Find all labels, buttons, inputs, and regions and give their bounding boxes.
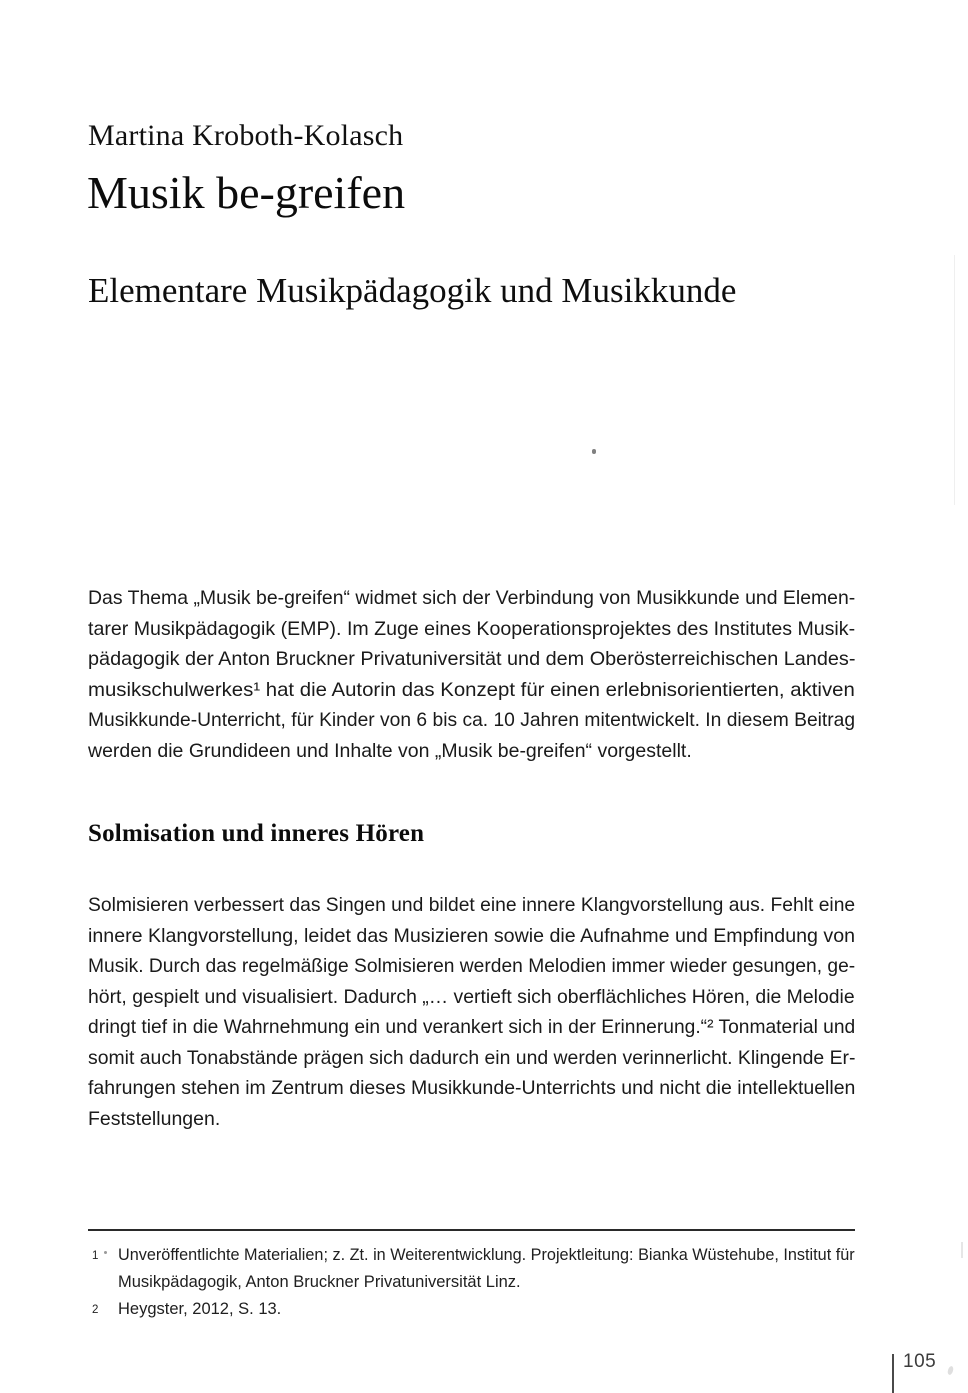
footnote-2: [88, 1296, 855, 1323]
article-title: Musik be-greifen: [87, 167, 406, 218]
footnote-line: Heygster, 2012, S. 13.: [118, 1300, 282, 1318]
scan-edge-artifact: [961, 1242, 963, 1258]
body-line: fahrungen stehen im Zentrum dieses Musikkunde-Unterrichts und nicht die intellektuellen: [88, 1077, 856, 1099]
body-line: hört, gespielt und visualisiert. Dadurch „… vertieft sich oberflächliches Hören, die Melodie: [88, 985, 855, 1008]
page-number-rule: [892, 1354, 894, 1393]
footnotes: [88, 1242, 855, 1323]
abstract-paragraph: [88, 583, 855, 766]
author-name: Martina Kroboth-Kolasch: [88, 119, 404, 152]
abstract-line: Musikkunde-Unterricht, für Kinder von 6 bis ca. 10 Jahren mitentwickelt. In diesem Beitrag: [88, 709, 856, 731]
footnote-marker: 1: [92, 1250, 99, 1262]
body-line: Feststellungen.: [88, 1107, 221, 1130]
abstract-line: tarer Musikpädagogik (EMP). Im Zuge eines Kooperationsprojektes des Institutes Musik-: [88, 617, 856, 640]
footnote-line: Musikpädagogik, Anton Bruckner Privatuniversität Linz.: [118, 1273, 521, 1291]
abstract-line: pädagogik der Anton Bruckner Privatuniversität und dem Oberösterreichischen Landes-: [88, 648, 856, 670]
scan-speck: [104, 1251, 107, 1254]
footnote-1-continued: [88, 1269, 855, 1296]
abstract-line: werden die Grundideen und Inhalte von „Musik be-greifen“ vorgestellt.: [88, 739, 692, 762]
footnote-marker: 2: [92, 1304, 99, 1316]
body-line: Musik. Durch das regelmäßige Solmisieren werden Melodien immer wieder gesungen, ge-: [88, 955, 856, 977]
footnote-divider: [88, 1229, 855, 1231]
scan-speck: [947, 1365, 955, 1375]
page-number: 105: [903, 1351, 937, 1372]
article-subtitle: Elementare Musikpädagogik und Musikkunde: [88, 271, 737, 310]
body-paragraph: [88, 890, 855, 1134]
section-heading: Solmisation und inneres Hören: [88, 820, 425, 847]
abstract-line: Das Thema „Musik be-greifen“ widmet sich der Verbindung von Musikkunde und Elemen-: [88, 587, 856, 609]
footnote-line: Unveröffentlichte Materialien; z. Zt. in Weiterentwicklung. Projektleitung: Bianka Wüstehube, Institut für: [118, 1246, 855, 1264]
abstract-line: musikschulwerkes¹ hat die Autorin das Konzept für einen erlebnisorientierten, aktiven: [88, 678, 855, 701]
scan-speck: [592, 449, 596, 454]
body-line: somit auch Tonabstände prägen sich dadurch ein und werden verinnerlicht. Klingende Er-: [88, 1046, 856, 1069]
footnote-1: [88, 1242, 855, 1269]
scan-edge-artifact: [954, 255, 955, 505]
body-line: dringt tief in die Wahrnehmung ein und verankert sich in der Erinnerung.“² Tonmaterial und: [88, 1016, 856, 1038]
body-line: Solmisieren verbessert das Singen und bildet eine innere Klangvorstellung aus. Fehlt eine: [88, 894, 856, 916]
body-line: innere Klangvorstellung, leidet das Musizieren sowie die Aufnahme und Empfindung von: [88, 924, 856, 947]
